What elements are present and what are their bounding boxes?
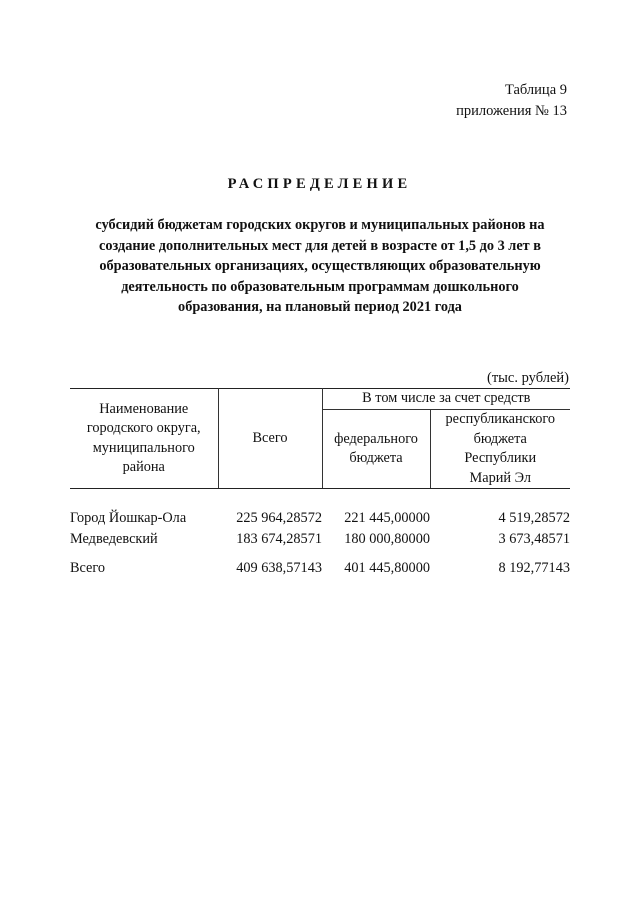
cell-total: 183 674,28571 xyxy=(236,531,322,548)
reference-table-number: Таблица 9 xyxy=(504,82,567,98)
cell-name: Всего xyxy=(70,560,106,577)
reference-appendix-number: приложения № 13 xyxy=(456,103,567,119)
header-federal: федерального бюджета xyxy=(322,410,430,489)
table-body xyxy=(70,489,570,580)
table-header xyxy=(70,389,570,489)
header-total: Всего xyxy=(218,389,322,489)
cell-republic: 4 519,28572 xyxy=(498,510,570,527)
cell-federal: 401 445,80000 xyxy=(344,560,430,577)
table-row xyxy=(70,509,570,530)
document-heading: РАСПРЕДЕЛЕНИЕ xyxy=(227,176,412,192)
subtitle-line: субсидий бюджетам городских округов и муниципальных районов на xyxy=(95,217,545,233)
document-subtitle xyxy=(70,215,570,318)
cell-total: 225 964,28572 xyxy=(236,510,322,527)
header-name: Наименование городского округа, муниципального района xyxy=(70,389,218,489)
subtitle-line: образования, на плановый период 2021 года xyxy=(178,299,462,315)
units-label: (тыс. рублей) xyxy=(487,370,569,386)
table-summary-row xyxy=(70,559,570,580)
header-republic: республиканского бюджета Республики Марий Эл xyxy=(430,410,570,489)
cell-republic: 3 673,48571 xyxy=(498,531,570,548)
cell-name: Медведевский xyxy=(70,531,158,548)
distribution-table xyxy=(70,388,570,580)
subtitle-line: образовательных организациях, осуществляющих образовательную xyxy=(99,258,541,274)
table-row xyxy=(70,530,570,551)
table-reference xyxy=(456,80,567,122)
cell-republic: 8 192,77143 xyxy=(498,560,570,577)
subtitle-line: создание дополнительных мест для детей в возрасте от 1,5 до 3 лет в xyxy=(99,237,541,254)
cell-name: Город Йошкар-Ола xyxy=(70,510,187,527)
cell-total: 409 638,57143 xyxy=(236,560,322,577)
subtitle-line: деятельность по образовательным программам дошкольного xyxy=(121,278,519,295)
cell-federal: 180 000,80000 xyxy=(344,531,430,548)
cell-federal: 221 445,00000 xyxy=(344,510,430,527)
header-group: В том числе за счет средств xyxy=(322,389,570,410)
